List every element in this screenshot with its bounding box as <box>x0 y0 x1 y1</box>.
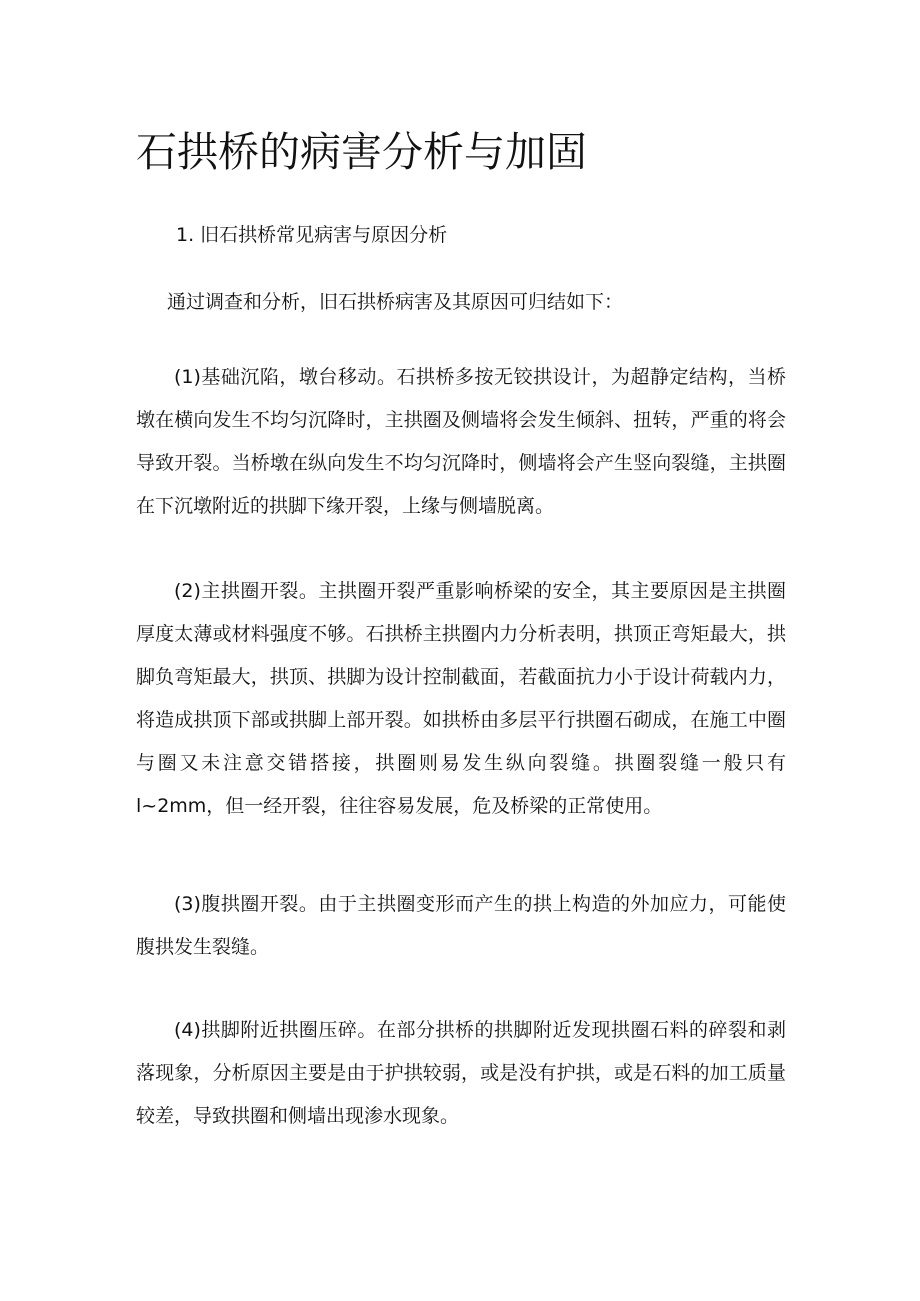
intro-paragraph: 通过调查和分析，旧石拱桥病害及其原因可归结如下： <box>167 291 624 313</box>
paragraph-web-arch-cracking: (3)腹拱圈开裂。由于主拱圈变形而产生的拱上构造的外加应力，可能使腹拱发生裂缝。 <box>136 893 786 958</box>
paragraph-arch-foot-crushing: (4)拱脚附近拱圈压碎。在部分拱桥的拱脚附近发现拱圈石料的碎裂和剥落现象，分析原因主要是由于护拱较弱，或是没有护拱，或是石料的加工质量较差，导致拱圈和侧墙出现渗水现象。 <box>136 1019 786 1127</box>
section-heading: 1. 旧石拱桥常见病害与原因分析 <box>176 224 448 246</box>
paragraph-foundation-settlement: (1)基础沉陷，墩台移动。石拱桥多按无铰拱设计，为超静定结构，当桥墩在横向发生不均匀沉降时，主拱圈及侧墙将会发生倾斜、扭转，严重的将会导致开裂。当桥墩在纵向发生不均匀沉降时，侧墙将会产生竖向裂缝，主拱圈在下沉墩附近的拱脚下缘开裂，上缘与侧墙脱离。 <box>136 366 786 517</box>
document-title: 石拱桥的病害分析与加固 <box>136 128 587 176</box>
paragraph-main-arch-cracking: (2)主拱圈开裂。主拱圈开裂严重影响桥梁的安全，其主要原因是主拱圈厚度太薄或材料强度不够。石拱桥主拱圈内力分析表明，拱顶正弯矩最大，拱脚负弯矩最大，拱顶、拱脚为设计控制截面，若截面抗力小于设计荷载内力，将造成拱顶下部或拱脚上部开裂。如拱桥由多层平行拱圈石砌成，在施工中圈与圈又未注意交错搭接，拱圈则易发生纵向裂缝。拱圈裂缝一般只有 l~2mm，但一经开裂，往往容易发展，危及桥梁的正常使用。 <box>136 580 786 817</box>
